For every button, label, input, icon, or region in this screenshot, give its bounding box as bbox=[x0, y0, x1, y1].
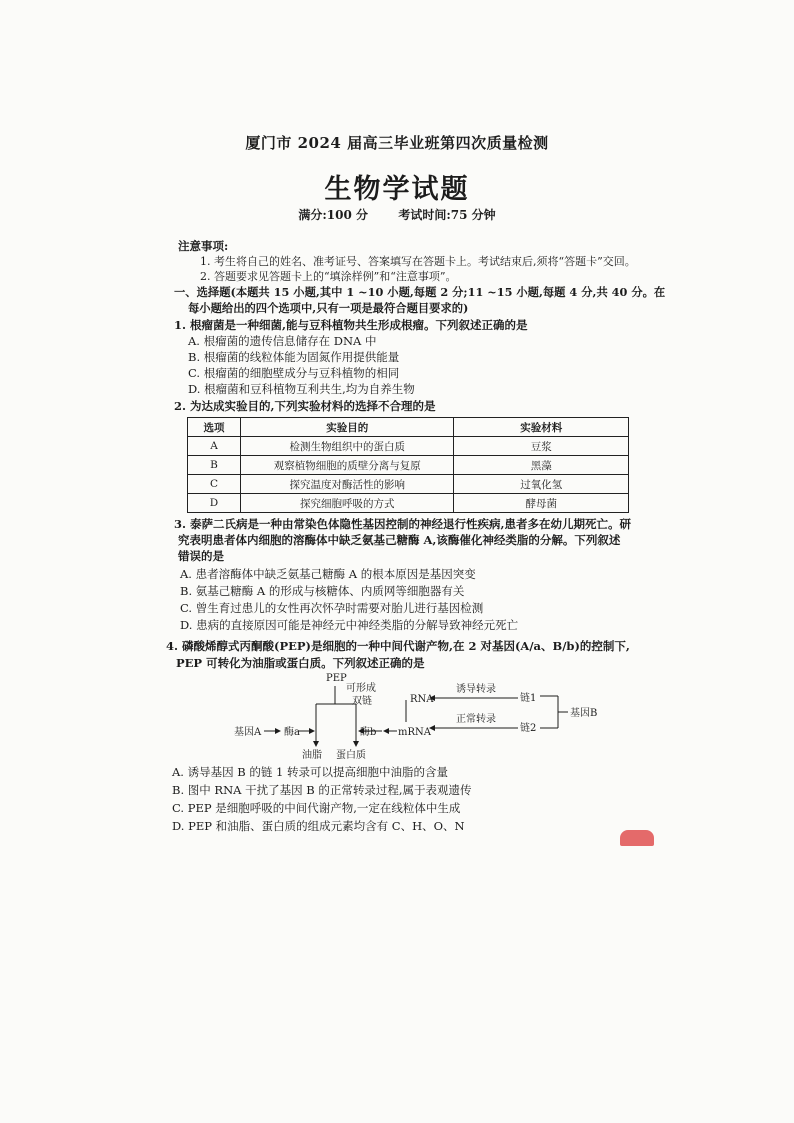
exam-meta bbox=[140, 206, 654, 223]
protein-label: 蛋白质 bbox=[336, 750, 366, 761]
table-header-row bbox=[188, 418, 629, 437]
table-cell: 酵母菌 bbox=[454, 494, 629, 513]
table-row bbox=[188, 494, 629, 513]
induced-transcription-label: 诱导转录 bbox=[456, 684, 496, 695]
subject-title: 生物学试题 bbox=[324, 174, 470, 205]
normal-transcription-label: 正常转录 bbox=[456, 714, 496, 725]
enzyme-b-label: 酶b bbox=[360, 727, 377, 738]
oil-label: 油脂 bbox=[302, 750, 322, 761]
metabolism-diagram bbox=[222, 670, 622, 762]
notes-heading: 注意事项: bbox=[178, 239, 229, 253]
question-3-stem: 3. 泰萨二氏病是一种由常染色体隐性基因控制的神经退行性疾病,患者多在幼儿期死亡。研 bbox=[174, 517, 632, 531]
question-3-option: C. 曾生育过患儿的女性再次怀孕时需要对胎儿进行基因检测 bbox=[180, 601, 484, 615]
mrna-label: mRNA bbox=[398, 727, 431, 738]
enzyme-a-label: 酶a bbox=[284, 727, 300, 738]
question-4-stem: 4. 磷酸烯醇式丙酮酸(PEP)是细胞的一种中间代谢产物,在 2 对基因(A/a、B/b)的控制下, bbox=[166, 639, 630, 653]
corner-stamp-mark bbox=[620, 830, 654, 846]
question-1-option: A. 根瘤菌的遗传信息储存在 DNA 中 bbox=[188, 334, 377, 348]
question-4-option: C. PEP 是细胞呼吸的中间代谢产物,一定在线粒体中生成 bbox=[172, 801, 461, 815]
table-cell: A bbox=[188, 437, 241, 456]
rna-label: RNA bbox=[410, 694, 434, 705]
question-4-option: A. 诱导基因 B 的链 1 转录可以提高细胞中油脂的含量 bbox=[172, 765, 449, 779]
table-header: 实验材料 bbox=[454, 418, 629, 437]
chain-2-label: 链2 bbox=[520, 723, 537, 734]
score-label: 满分:100 分 bbox=[298, 208, 368, 222]
table-cell: D bbox=[188, 494, 241, 513]
chain-1-label: 链1 bbox=[520, 693, 537, 704]
table-row bbox=[188, 456, 629, 475]
question-4-stem: PEP 可转化为油脂或蛋白质。下列叙述正确的是 bbox=[176, 656, 425, 670]
question-1-stem: 1. 根瘤菌是一种细菌,能与豆科植物共生形成根瘤。下列叙述正确的是 bbox=[174, 318, 528, 332]
notes-item: 2. 答题要求见答题卡上的“填涂样例”和“注意事项”。 bbox=[200, 270, 457, 283]
time-label: 考试时间:75 分钟 bbox=[398, 208, 496, 222]
question-3-option: D. 患病的直接原因可能是神经元中神经类脂的分解导致神经元死亡 bbox=[180, 618, 519, 632]
question-1-option: D. 根瘤菌和豆科植物互利共生,均为自养生物 bbox=[188, 382, 415, 396]
section-heading: 一、选择题(本题共 15 小题,其中 1 ~10 小题,每题 2 分;11 ~15 小题,每题 4 分,共 40 分。在 bbox=[174, 285, 666, 299]
double-strand-label: 可形成 bbox=[346, 683, 376, 694]
gene-a-label: 基因A bbox=[234, 727, 262, 738]
exam-title: 厦门市 2024 届高三毕业班第四次质量检测 bbox=[245, 134, 549, 152]
gene-b-label: 基因B bbox=[570, 708, 598, 719]
section-heading-cont: 每小题给出的四个选项中,只有一项是最符合题目要求的) bbox=[188, 301, 469, 315]
notes-item: 1. 考生将自己的姓名、准考证号、答案填写在答题卡上。考试结束后,须将“答题卡”交回。 bbox=[200, 255, 636, 268]
question-2-stem: 2. 为达成实验目的,下列实验材料的选择不合理的是 bbox=[174, 399, 436, 413]
table-header: 实验目的 bbox=[241, 418, 454, 437]
pep-label: PEP bbox=[326, 673, 347, 684]
table-cell: 检测生物组织中的蛋白质 bbox=[241, 437, 454, 456]
table-header: 选项 bbox=[188, 418, 241, 437]
table-cell: 观察植物细胞的质壁分离与复原 bbox=[241, 456, 454, 475]
double-strand-label: 双链 bbox=[352, 696, 372, 707]
table-cell: C bbox=[188, 475, 241, 494]
table-cell: 过氧化氢 bbox=[454, 475, 629, 494]
question-2-table bbox=[187, 417, 629, 513]
table-row bbox=[188, 475, 629, 494]
question-3-stem: 错误的是 bbox=[178, 549, 224, 563]
question-3-stem: 究表明患者体内细胞的溶酶体中缺乏氨基己糖酶 A,该酶催化神经类脂的分解。下列叙述 bbox=[178, 533, 621, 547]
question-1-option: C. 根瘤菌的细胞壁成分与豆科植物的相同 bbox=[188, 366, 400, 380]
table-cell: 豆浆 bbox=[454, 437, 629, 456]
question-3-option: A. 患者溶酶体中缺乏氨基己糖酶 A 的根本原因是基因突变 bbox=[180, 567, 476, 581]
question-4-option: B. 图中 RNA 干扰了基因 B 的正常转录过程,属于表观遗传 bbox=[172, 783, 472, 797]
question-1-option: B. 根瘤菌的线粒体能为固氮作用提供能量 bbox=[188, 350, 400, 364]
table-cell: B bbox=[188, 456, 241, 475]
table-cell: 探究细胞呼吸的方式 bbox=[241, 494, 454, 513]
table-cell: 黑藻 bbox=[454, 456, 629, 475]
question-3-option: B. 氨基己糖酶 A 的形成与核糖体、内质网等细胞器有关 bbox=[180, 584, 465, 598]
question-4-option: D. PEP 和油脂、蛋白质的组成元素均含有 C、H、O、N bbox=[172, 819, 465, 833]
table-row bbox=[188, 437, 629, 456]
table-cell: 探究温度对酶活性的影响 bbox=[241, 475, 454, 494]
